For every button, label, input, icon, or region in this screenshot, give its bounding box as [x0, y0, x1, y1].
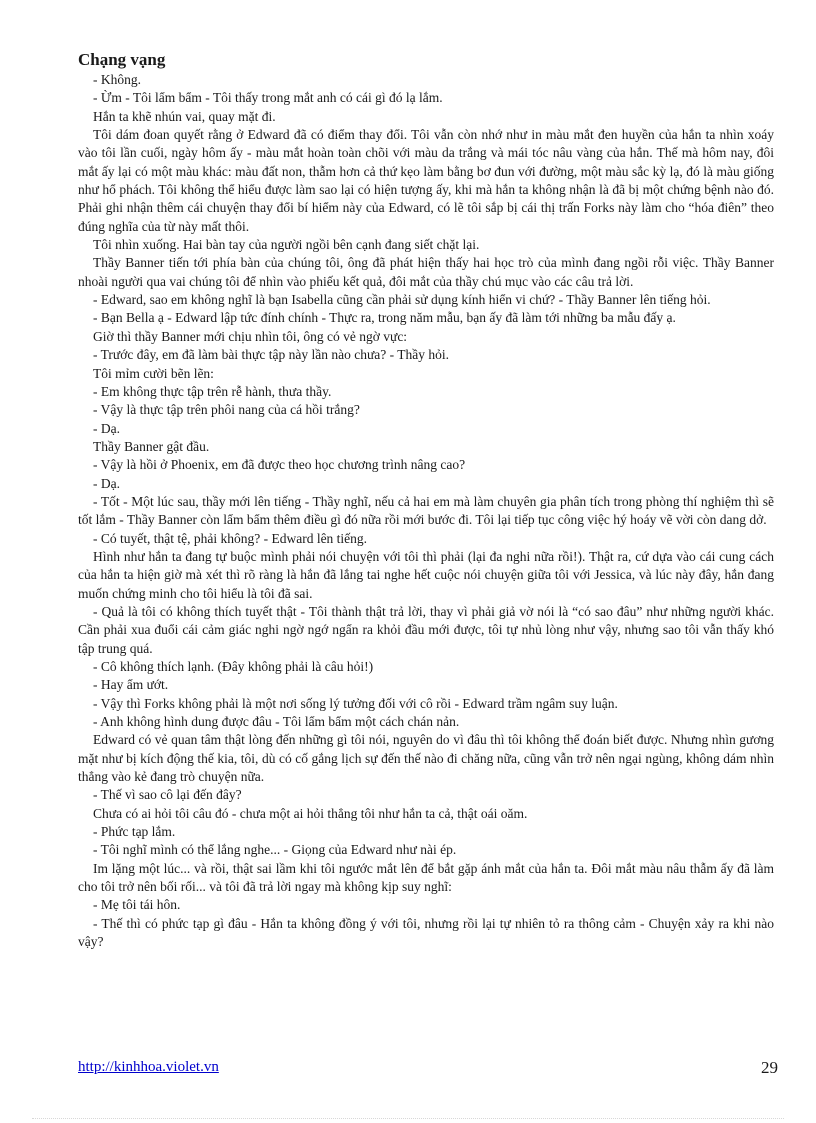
body-paragraph: Chưa có ai hỏi tôi câu đó - chưa một ai hỏi thẳng tôi như hắn ta cả, thật oái oăm.	[93, 805, 528, 821]
body-paragraph: Hình như hắn ta đang tự buộc mình phải nói chuyện với tôi thì phải (lại đa nghi nữa rồi!). Thật ra, cứ dựa vào cái cung cách của hắn ta hiện giờ mà xét thì rõ ràng là hắn đã lắng tai nghe hết cuộc nói chuyện giữa tôi với Jessica, và lúc này đây, hắn đang muốn chứng minh cho tôi hiểu là tôi đã sai.	[78, 548, 774, 601]
chapter-title: Chạng vạng	[78, 50, 166, 69]
body-paragraph: - Có tuyết, thật tệ, phải không? - Edward lên tiếng.	[93, 530, 368, 546]
body-paragraph: - Dạ.	[93, 420, 120, 436]
body-paragraph: Hắn ta khẽ nhún vai, quay mặt đi.	[93, 108, 276, 124]
body-paragraph: Im lặng một lúc... và rồi, thật sai lầm khi tôi ngước mắt lên để bắt gặp ánh mắt của hắn ta. Đôi mắt màu nâu thẫm ấy đã làm cho tôi trở nên bối rối... và tôi đã trả lời ngay mà không kịp suy nghĩ:	[78, 860, 774, 895]
body-paragraph: Tôi mỉm cười bẽn lẽn:	[93, 365, 214, 381]
body-text	[78, 71, 774, 952]
body-paragraph: Edward có vẻ quan tâm thật lòng đến những gì tôi nói, nguyên do vì đâu thì tôi không thể đoán biết được. Nhưng nhìn gương mặt như bị kích động thế kia, tôi, dù có cố gắng lịch sự đến thế nào đi chăng nữa, cũng vẫn trở nên ngại ngùng, không dám nhìn thẳng vào kẻ đang trò chuyện nữa.	[78, 732, 774, 785]
page-number: 29	[761, 1058, 778, 1077]
body-paragraph: Thầy Banner gật đầu.	[93, 438, 210, 454]
body-paragraph: - Anh không hình dung được đâu - Tôi lẩm bẩm một cách chán nản.	[93, 714, 460, 730]
body-paragraph: - Edward, sao em không nghĩ là bạn Isabella cũng cần phải sử dụng kính hiển vi chứ? - Thầy Banner lên tiếng hỏi.	[93, 292, 711, 308]
body-paragraph: Tôi nhìn xuống. Hai bàn tay của người ngồi bên cạnh đang siết chặt lại.	[93, 237, 480, 253]
body-paragraph: - Thế thì có phức tạp gì đâu - Hắn ta không đồng ý với tôi, nhưng rồi lại tự nhiên tỏ ra thông cảm - Chuyện xảy ra khi nào vậy?	[78, 915, 774, 950]
page-bottom-divider	[32, 1118, 784, 1119]
body-paragraph: - Hay ẩm ướt.	[93, 677, 169, 693]
body-paragraph: - Dạ.	[93, 475, 120, 491]
body-paragraph: - Phức tạp lắm.	[93, 824, 176, 840]
body-paragraph: - Bạn Bella ạ - Edward lập tức đính chính - Thực ra, trong năm mẫu, bạn ấy đã làm tới những ba mẫu đấy ạ.	[93, 310, 676, 326]
body-paragraph: - Vậy là hồi ở Phoenix, em đã được theo học chương trình nâng cao?	[93, 457, 466, 473]
body-paragraph: - Quả là tôi có không thích tuyết thật - Tôi thành thật trả lời, thay vì phải giả vờ nói là “có sao đâu” như những người khác. Cần phải xua đuổi cái cảm giác nghi ngờ ngớ ngẩn ra khỏi đầu mới được, tôi tự nhủ lòng như vậy, nhưng sao tôi vẫn thấy khó tập trung quá.	[78, 603, 774, 656]
body-paragraph: - Ừm - Tôi lẩm bẩm - Tôi thấy trong mắt anh có cái gì đó lạ lắm.	[93, 90, 443, 106]
body-paragraph: Giờ thì thầy Banner mới chịu nhìn tôi, ông có vẻ ngờ vực:	[93, 328, 408, 344]
body-paragraph: - Thế vì sao cô lại đến đây?	[93, 787, 242, 803]
body-paragraph: - Cô không thích lạnh. (Đây không phải là câu hỏi!)	[93, 659, 374, 674]
body-paragraph: - Em không thực tập trên rễ hành, thưa thầy.	[93, 383, 332, 399]
body-paragraph: - Vậy thì Forks không phải là một nơi sống lý tưởng đối với cô rồi - Edward trầm ngâm suy luận.	[93, 695, 618, 711]
footer-website-link[interactable]: http://kinhhoa.violet.vn	[78, 1059, 219, 1075]
body-paragraph: - Không.	[93, 72, 141, 87]
body-paragraph: - Mẹ tôi tái hôn.	[93, 897, 181, 913]
body-paragraph: - Trước đây, em đã làm bài thực tập này lần nào chưa? - Thầy hỏi.	[93, 347, 449, 363]
body-paragraph: - Vậy là thực tập trên phôi nang của cá hồi trắng?	[93, 402, 360, 418]
body-paragraph: - Tốt - Một lúc sau, thầy mới lên tiếng - Thầy nghĩ, nếu cả hai em mà làm chuyên gia phân tích trong phòng thí nghiệm thì sẽ tốt lắm - Thầy Banner còn lẩm bẩm thêm điều gì đó nữa rồi mới bước đi. Tôi lại tiếp tục công việc hý hoáy vẽ vời còn dang dở.	[78, 493, 774, 528]
body-paragraph: Tôi dám đoan quyết rằng ở Edward đã có điểm thay đổi. Tôi vẫn còn nhớ như in màu mắt đen huyền của hắn ta nhìn xoáy vào tôi lần cuối, ngày hôm ấy - màu mắt hoàn toàn chõi với màu da trắng và mái tóc nâu vàng của hắn. Thế mà hôm nay, đôi mắt ấy lại có một màu khác: màu đất non, thẫm hơn cả thứ kẹo làm bằng bơ đun với đường, một màu sắc kỳ lạ, đó là màu giống như hổ phách. Tôi không thể hiểu được làm sao lại có hiện tượng ấy, khi mà hắn ta không nhận là đã bị một chứng bệnh nào đó. Phải ghi nhận thêm cái chuyện thay đổi bí hiểm này của Edward, có lẽ tôi sắp bị cái thị trấn Forks này làm cho “hóa điên” theo đúng nghĩa của từ này mất thôi.	[78, 127, 774, 234]
body-paragraph: - Tôi nghĩ mình có thể lắng nghe... - Giọng của Edward như nài ép.	[93, 842, 457, 858]
body-paragraph: Thầy Banner tiến tới phía bàn của chúng tôi, ông đã phát hiện thấy hai học trò của mình đang ngồi rỗi việc. Thầy Banner nhoài người qua vai chúng tôi để nhìn vào phiếu kết quả, đôi mắt của thầy chú mục vào các câu trả lời.	[78, 255, 774, 289]
